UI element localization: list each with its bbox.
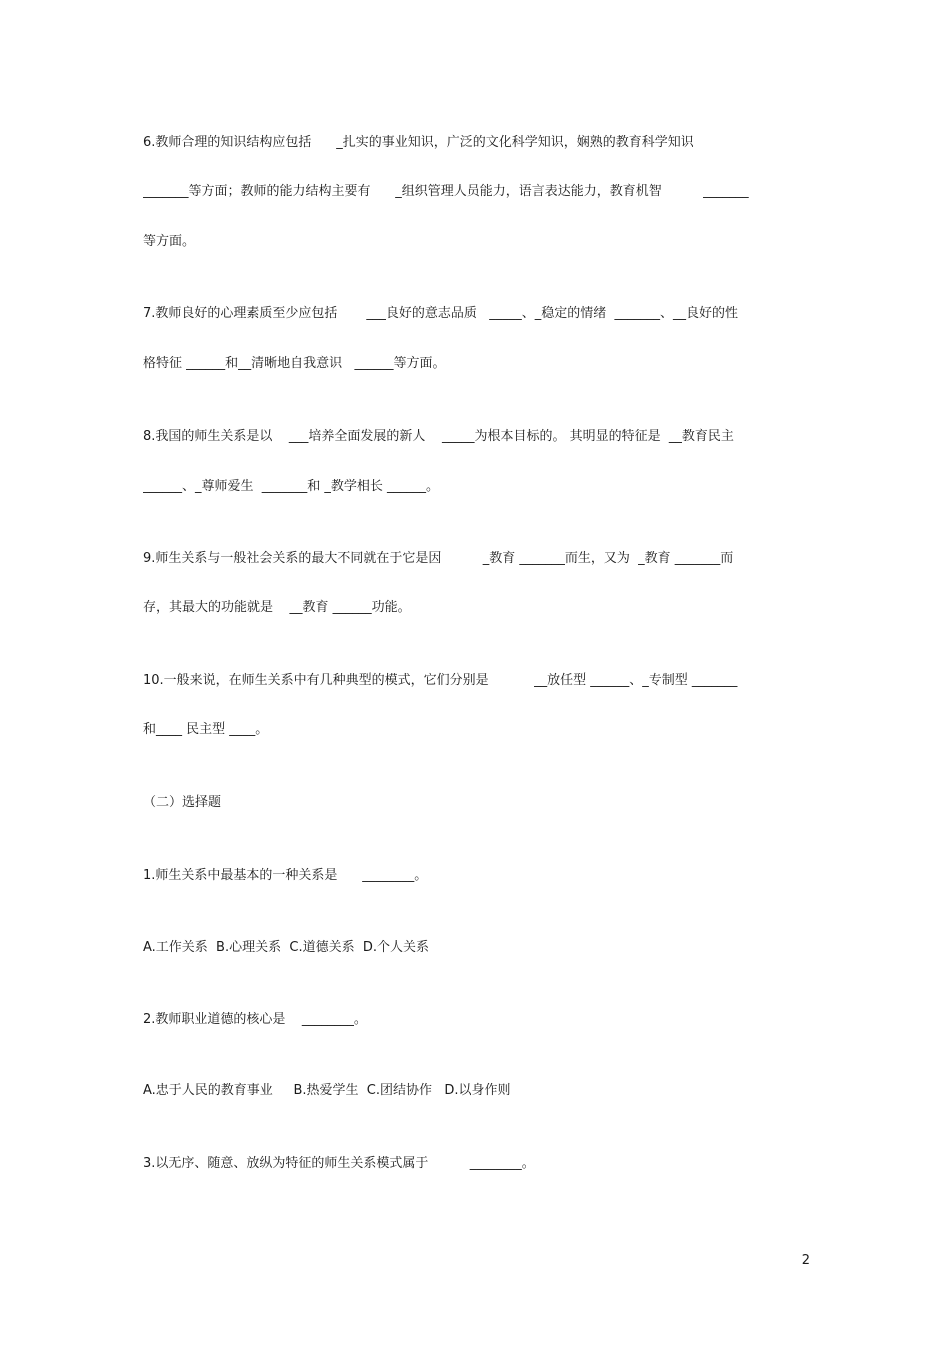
choice-question-1-options: A.工作关系 B.心理关系 C.道德关系 D.个人关系 xyxy=(143,940,429,955)
fill-blank-question-7-line-2: 格特征 ______和__清晰地自我意识 ______等方面。 xyxy=(143,356,446,371)
fill-blank-question-10-line-2: 和____ 民主型 ____。 xyxy=(143,722,269,737)
choice-question-2-options: A.忠于人民的教育事业 B.热爱学生 C.团结协作 D.以身作则 xyxy=(143,1083,511,1098)
fill-blank-question-6-line-2: _______等方面；教师的能力结构主要有 _组织管理人员能力，语言表达能力，教育机智 _______ xyxy=(143,184,749,199)
fill-blank-question-9-line-1: 9.师生关系与一般社会关系的最大不同就在于它是因 _教育 _______而生，又为 _教育 _______而 xyxy=(143,551,734,566)
page-number: 2 xyxy=(801,1253,810,1268)
fill-blank-question-6-line-3: 等方面。 xyxy=(143,234,196,249)
fill-blank-question-6-line-1: 6.教师合理的知识结构应包括 _扎实的事业知识，广泛的文化科学知识，娴熟的教育科学知识 xyxy=(143,135,694,150)
fill-blank-question-9-line-2: 存，其最大的功能就是 __教育 ______功能。 xyxy=(143,600,411,615)
choice-question-1: 1.师生关系中最基本的一种关系是 ________。 xyxy=(143,868,428,883)
fill-blank-question-7-line-1: 7.教师良好的心理素质至少应包括 ___良好的意志品质 _____、_稳定的情绪 _______、__良好的性 xyxy=(143,306,738,321)
choice-question-2: 2.教师职业道德的核心是 ________。 xyxy=(143,1012,367,1027)
fill-blank-question-10-line-1: 10.一般来说，在师生关系中有几种典型的模式，它们分别是 __放任型 ______、_专制型 _______ xyxy=(143,673,738,688)
section-heading-choice-questions: （二）选择题 xyxy=(143,795,222,810)
fill-blank-question-8-line-2: ______、_尊师爱生 _______和 _教学相长 ______。 xyxy=(143,479,440,494)
choice-question-3: 3.以无序、随意、放纵为特征的师生关系模式属于 ________。 xyxy=(143,1156,535,1171)
fill-blank-question-8-line-1: 8.我国的师生关系是以 ___培养全面发展的新人 _____为根本目标的。 其明显的特征是 __教育民主 xyxy=(143,429,734,444)
